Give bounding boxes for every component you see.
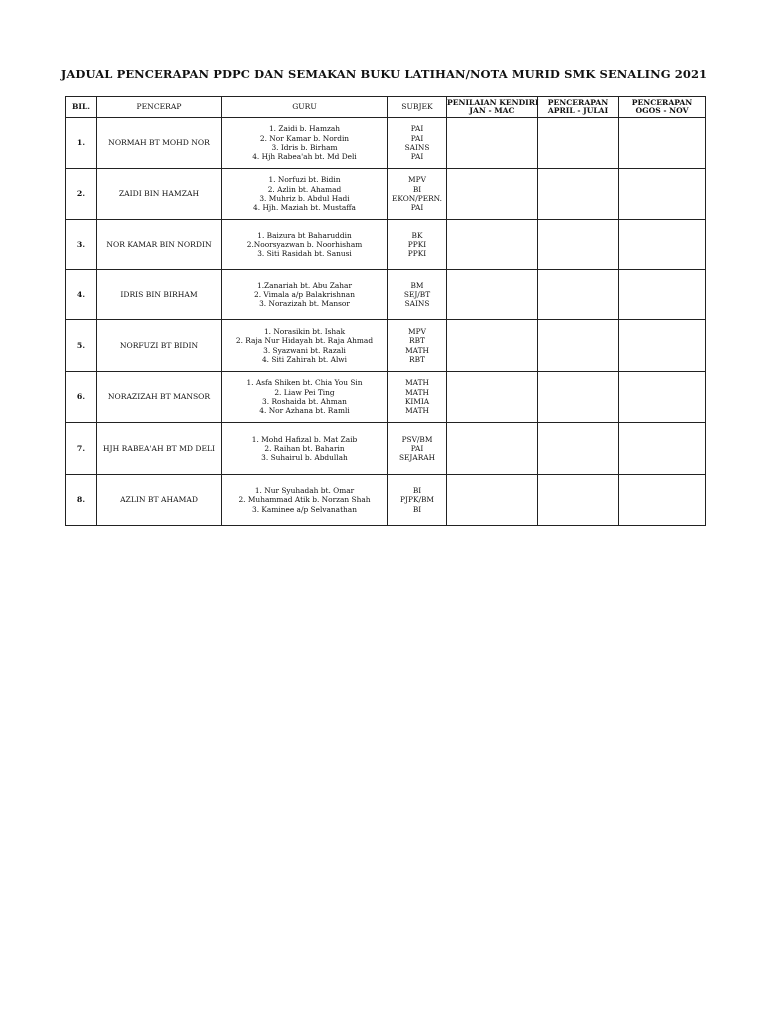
cell-guru [222, 475, 388, 526]
guru-entry: 2. Nor Kamar b. Nordin [259, 133, 350, 143]
guru-entry: 4. Siti Zahirah bt. Alwi [261, 354, 347, 364]
cell-pencerap: NORFUZI BT BIDIN [97, 320, 222, 372]
header-guru: GURU [222, 97, 388, 118]
table-row [66, 423, 706, 475]
cell-penilaian-kendiri [447, 320, 538, 372]
subjek-entry: BK [411, 230, 423, 240]
cell-subjek [388, 475, 447, 526]
cell-pencerapan-ogos-nov [619, 475, 706, 526]
subjek-entry: MPV [408, 326, 426, 336]
cell-bil: 4. [66, 270, 97, 320]
subjek-entry: KIMIA [404, 397, 430, 406]
cell-pencerapan-april-julai [538, 423, 619, 475]
cell-pencerapan-april-julai [538, 372, 619, 423]
cell-pencerapan-april-julai [538, 320, 619, 372]
guru-entry: 2. Azlin bt. Ahamad [267, 184, 342, 194]
subjek-entry: EKON/PERN. [391, 194, 442, 203]
cell-pencerapan-april-julai [538, 475, 619, 526]
guru-entry: 2. Raja Nur Hidayah bt. Raja Ahmad [235, 336, 374, 346]
cell-pencerapan-ogos-nov [619, 220, 706, 270]
subjek-entry: MATH [405, 345, 429, 355]
subjek-entry: MATH [405, 378, 429, 388]
cell-pencerapan-april-julai [538, 118, 619, 169]
table-row [66, 118, 706, 169]
cell-bil: 8. [66, 475, 97, 526]
guru-entry: 3. Syazwani bt. Razali [263, 345, 346, 355]
table-row [66, 220, 706, 270]
guru-entry: 1. Norasikin bt. Ishak [263, 326, 346, 336]
header-pencerapan1-line2: APRIL - JULAI [547, 106, 609, 115]
cell-pencerap: AZLIN BT AHAMAD [97, 475, 222, 526]
subjek-entry: BI [412, 504, 422, 514]
guru-entry: 1. Zaidi b. Hamzah [268, 124, 341, 134]
header-penilaian-line2: JAN - MAC [469, 106, 515, 115]
cell-subjek [388, 220, 447, 270]
cell-penilaian-kendiri [447, 270, 538, 320]
subjek-entry: MATH [405, 387, 429, 397]
table-body [66, 118, 706, 526]
guru-entry: 3. Roshaida bt. Ahman [262, 397, 347, 406]
subjek-entry: BI [412, 486, 422, 496]
cell-penilaian-kendiri [447, 118, 538, 169]
header-pencerapan2-line2: OGOS - NOV [635, 106, 689, 115]
header-pencerapan-april-julai [538, 97, 619, 118]
subjek-entry: SEJ/BT [403, 289, 431, 299]
cell-penilaian-kendiri [447, 475, 538, 526]
subjek-entry: BI [412, 184, 422, 194]
header-subjek: SUBJEK [388, 97, 447, 118]
guru-entry: 2. Vimala a/p Balakrishnan [254, 289, 355, 299]
cell-subjek [388, 423, 447, 475]
cell-penilaian-kendiri [447, 220, 538, 270]
header-pencerapan1-line1: PENCERAPAN [547, 97, 609, 107]
guru-entry: 1. Norfuzi bt. Bidin [268, 175, 341, 185]
cell-penilaian-kendiri [447, 169, 538, 220]
subjek-entry: PAI [410, 152, 424, 162]
header-penilaian-kendiri [447, 97, 538, 118]
subjek-entry: SAINS [404, 299, 430, 309]
cell-pencerapan-april-julai [538, 270, 619, 320]
guru-entry: 2. Raihan bt. Baharin [264, 443, 345, 453]
cell-pencerap: ZAIDI BIN HAMZAH [97, 169, 222, 220]
cell-pencerapan-april-julai [538, 220, 619, 270]
table-row [66, 169, 706, 220]
subjek-entry: PJPK/BM [400, 495, 434, 505]
table-row [66, 270, 706, 320]
guru-entry: 3. Idris b. Birham [271, 143, 338, 152]
cell-bil: 7. [66, 423, 97, 475]
document-title: JADUAL PENCERAPAN PDPC DAN SEMAKAN BUKU LATIHAN/NOTA MURID SMK SENALING 2021 [60, 67, 708, 81]
cell-pencerap: NORMAH BT MOHD NOR [97, 118, 222, 169]
observation-schedule-table [65, 96, 706, 526]
subjek-entry: PPKI [407, 239, 427, 249]
guru-entry: 3. Muhriz b. Abdul Hadi [259, 194, 350, 203]
cell-pencerap: IDRIS BIN BIRHAM [97, 270, 222, 320]
guru-entry: 3. Siti Rasidah bt. Sanusi [257, 249, 352, 259]
cell-guru [222, 118, 388, 169]
table-row [66, 372, 706, 423]
cell-pencerap: NOR KAMAR BIN NORDIN [97, 220, 222, 270]
guru-entry: 1. Nur Syuhadah bt. Omar [254, 486, 355, 496]
cell-subjek [388, 270, 447, 320]
guru-entry: 2.Noorsyazwan b. Noorhisham [246, 239, 363, 249]
cell-pencerapan-ogos-nov [619, 372, 706, 423]
guru-entry: 3. Norazizah bt. Mansor [259, 299, 350, 309]
cell-pencerap: NORAZIZAH BT MANSOR [97, 372, 222, 423]
cell-pencerapan-ogos-nov [619, 118, 706, 169]
header-penilaian-line1: PENILAIAN KENDIRI [447, 97, 539, 107]
guru-entry: 1. Mohd Hafizal b. Mat Zaib [251, 434, 358, 444]
header-pencerapan-ogos-nov [619, 97, 706, 118]
cell-pencerapan-ogos-nov [619, 423, 706, 475]
cell-subjek [388, 320, 447, 372]
cell-subjek [388, 118, 447, 169]
table-row [66, 320, 706, 372]
cell-subjek [388, 169, 447, 220]
subjek-entry: BM [410, 280, 424, 290]
cell-bil: 2. [66, 169, 97, 220]
guru-entry: 4. Nor Azhana bt. Ramli [259, 406, 350, 416]
cell-pencerapan-april-julai [538, 169, 619, 220]
table-header-row [66, 97, 706, 118]
header-pencerapan2-line1: PENCERAPAN [631, 97, 693, 107]
subjek-entry: RBT [409, 336, 425, 346]
cell-pencerapan-ogos-nov [619, 320, 706, 372]
subjek-entry: PSV/BM [401, 434, 433, 444]
cell-bil: 6. [66, 372, 97, 423]
subjek-entry: PAI [410, 124, 424, 134]
table-row [66, 475, 706, 526]
cell-guru [222, 320, 388, 372]
guru-entry: 4. Hjh Rabea'ah bt. Md Deli [252, 152, 357, 162]
cell-bil: 1. [66, 118, 97, 169]
cell-guru [222, 372, 388, 423]
guru-entry: 1. Asfa Shiken bt. Chia You Sin [246, 378, 363, 388]
guru-entry: 1.Zanariah bt. Abu Zahar [257, 280, 352, 290]
cell-guru [222, 423, 388, 475]
cell-guru [222, 220, 388, 270]
subjek-entry: PAI [410, 133, 424, 143]
cell-pencerapan-ogos-nov [619, 169, 706, 220]
subjek-entry: MATH [405, 406, 429, 416]
subjek-entry: PAI [410, 203, 424, 213]
subjek-entry: MPV [408, 175, 426, 185]
guru-entry: 4. Hjh. Maziah bt. Mustaffa [253, 203, 356, 213]
subjek-entry: RBT [409, 354, 425, 364]
guru-entry: 2. Liaw Pei Ting [274, 387, 335, 397]
subjek-entry: SAINS [404, 143, 430, 152]
guru-entry: 3. Kaminee a/p Selvanathan [252, 504, 357, 514]
guru-entry: 3. Suhairul b. Abdullah [261, 453, 348, 463]
cell-pencerapan-ogos-nov [619, 270, 706, 320]
cell-guru [222, 270, 388, 320]
header-pencerap: PENCERAP [97, 97, 222, 118]
cell-guru [222, 169, 388, 220]
cell-bil: 3. [66, 220, 97, 270]
subjek-entry: SEJARAH [398, 453, 436, 463]
cell-penilaian-kendiri [447, 423, 538, 475]
cell-subjek [388, 372, 447, 423]
subjek-entry: PAI [410, 443, 424, 453]
subjek-entry: PPKI [407, 249, 427, 259]
header-bil: BIL. [66, 97, 97, 118]
cell-bil: 5. [66, 320, 97, 372]
guru-entry: 2. Muhammad Atik b. Norzan Shah [238, 495, 371, 505]
cell-pencerap: HJH RABEA'AH BT MD DELI [97, 423, 222, 475]
cell-penilaian-kendiri [447, 372, 538, 423]
guru-entry: 1. Baizura bt Baharuddin [257, 230, 352, 240]
